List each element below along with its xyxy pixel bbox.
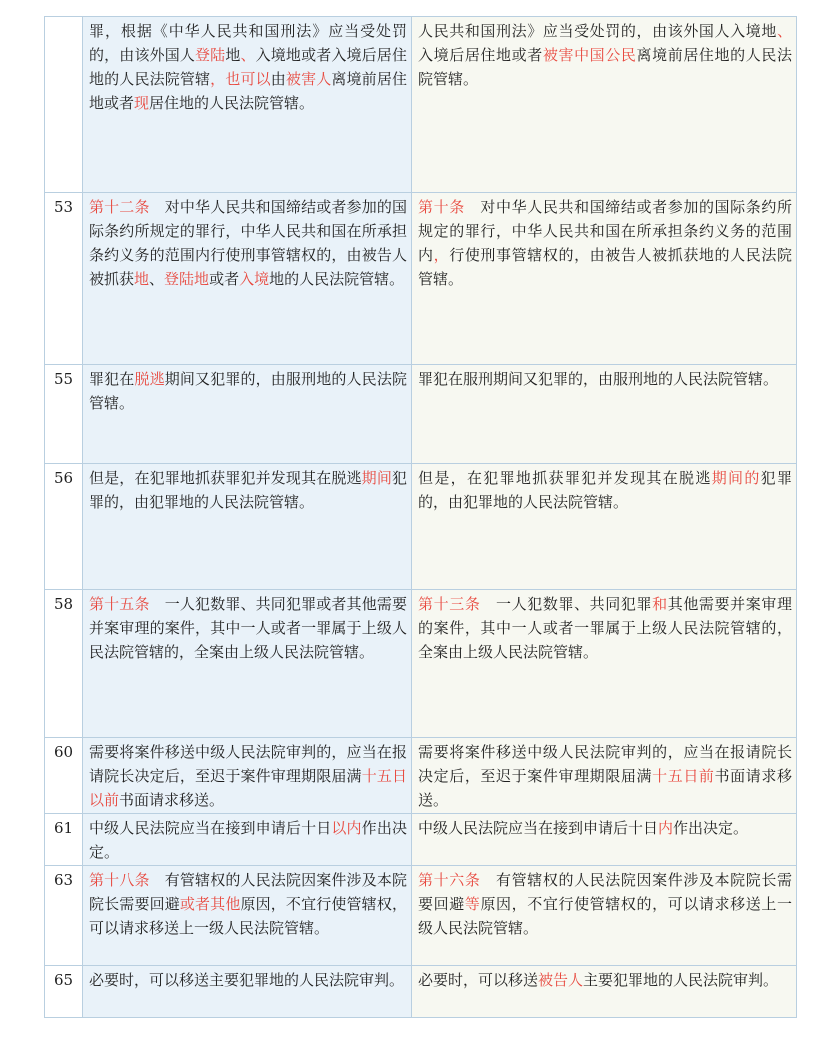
highlighted-text: 登陆地 — [164, 270, 210, 288]
highlighted-text: 第十八条 — [89, 871, 150, 889]
text-run: 罪犯在服刑期间又犯罪的，由服刑地的人民法院管辖。 — [418, 370, 779, 388]
comparison-table — [44, 16, 797, 1018]
text-run: 有管辖权的人民法院因案件涉及本院院长需要回避 — [418, 871, 792, 913]
highlighted-text: 内 — [658, 819, 674, 837]
new-text-cell — [412, 814, 797, 866]
table-row — [45, 590, 797, 738]
text-run: 但是，在犯罪地抓获罪犯并发现其在脱逃 — [418, 469, 712, 487]
text-run: 必要时，可以移送主要犯罪地的人民法院审判。 — [89, 971, 405, 989]
text-run: 地的人民法院管辖。 — [269, 270, 405, 288]
new-text-cell — [412, 365, 797, 464]
text-run: 离境前居住地的人民法院管辖。 — [418, 46, 792, 88]
text-run: 主要犯罪地的人民法院审判。 — [583, 971, 779, 989]
table-row — [45, 866, 797, 966]
article-number: 65 — [45, 966, 83, 1018]
text-run: 期间又犯罪的，由服刑地的人民法院管辖。 — [89, 370, 407, 412]
highlighted-text: 或者其他 — [179, 895, 241, 913]
text-run: 对中华人民共和国缔结或者参加的国际条约所规定的罪行，中华人民共和国在所承担条约义务的范围内 — [418, 198, 792, 264]
text-run: 由 — [270, 70, 286, 88]
old-text-cell — [83, 814, 412, 866]
text-run: 一人犯数罪、共同犯罪或者其他需要并案审理的案件，其中一人或者一罪属于上级人民法院管辖的，全案由上级人民法院管辖。 — [89, 595, 407, 661]
article-number: 58 — [45, 590, 83, 738]
text-run: 作出决定。 — [673, 819, 749, 837]
old-text-cell — [83, 738, 412, 814]
old-text-cell — [83, 365, 412, 464]
text-run: 有管辖权的人民法院因案件涉及本院院长需要回避 — [89, 871, 407, 913]
text-run: 中级人民法院应当在接到申请后十日 — [418, 819, 659, 837]
article-number — [45, 17, 83, 193]
table-row — [45, 365, 797, 464]
text-run: 罪犯在 — [89, 370, 135, 388]
new-text-cell — [412, 866, 797, 966]
text-run: 书面请求移送。 — [418, 767, 792, 809]
text-run: 必要时，可以移送 — [418, 971, 539, 989]
text-run: 犯罪的，由犯罪地的人民法院管辖。 — [89, 469, 407, 511]
highlighted-text: 被告人 — [538, 971, 584, 989]
article-number: 56 — [45, 464, 83, 590]
text-run: 人民共和国刑法》应当受处罚的，由该外国人入境地 — [418, 22, 777, 40]
table-row — [45, 17, 797, 193]
article-number: 55 — [45, 365, 83, 464]
new-text-cell — [412, 464, 797, 590]
new-text-cell — [412, 193, 797, 365]
highlighted-text: 等 — [464, 895, 481, 913]
highlighted-text: 、 — [776, 22, 792, 40]
highlighted-text: 十五日以前 — [89, 767, 407, 809]
new-text-cell — [412, 590, 797, 738]
old-text-cell — [83, 464, 412, 590]
new-text-cell — [412, 17, 797, 193]
article-number: 60 — [45, 738, 83, 814]
text-run: 书面请求移送。 — [119, 791, 225, 809]
article-number: 53 — [45, 193, 83, 365]
text-run: 原因，不宜行使管辖权的，可以请求移送上一级人民法院管辖。 — [418, 895, 792, 937]
highlighted-text: 第十二条 — [89, 198, 150, 216]
text-run: 居住地的人民法院管辖。 — [149, 94, 315, 112]
text-run: 一人犯数罪、共同犯罪 — [480, 595, 653, 613]
highlighted-text: ，也可以 — [210, 70, 271, 88]
highlighted-text: 被害人 — [285, 70, 332, 88]
text-run: 需要将案件移送中级人民法院审判的，应当在报请院长决定后，至迟于案件审理期限届满 — [89, 743, 407, 785]
text-run: 入境地或者入境后居住地的人民法院管辖 — [89, 46, 407, 88]
text-run: 离境前居住地或者 — [89, 70, 407, 112]
highlighted-text: ， — [433, 246, 450, 264]
highlighted-text: 脱逃 — [134, 370, 165, 388]
highlighted-text: 登陆 — [195, 46, 226, 64]
highlighted-text: 期间 — [361, 469, 392, 487]
highlighted-text: 第十六条 — [418, 871, 481, 889]
text-run: 对中华人民共和国缔结或者参加的国际条约所规定的罪行，中华人民共和国在所承担条约义务的范围内行使刑事管辖权的，由被告人被抓获 — [89, 198, 407, 288]
highlighted-text: 现 — [134, 94, 150, 112]
highlighted-text: 期间的 — [711, 469, 761, 487]
text-run: 需要将案件移送中级人民法院审判的，应当在报请院长决定后，至迟于案件审理期限届满 — [418, 743, 792, 785]
text-run: 作出决定。 — [89, 819, 407, 861]
highlighted-text: 和 — [652, 595, 668, 613]
table-row — [45, 966, 797, 1018]
table-row — [45, 738, 797, 814]
text-run: 其他需要并案审理的案件，其中一人或者一罪属于上级人民法院管辖的，全案由上级人民法院管辖。 — [418, 595, 792, 661]
table-row — [45, 464, 797, 590]
new-text-cell — [412, 966, 797, 1018]
text-run: 地 — [225, 46, 241, 64]
table-row — [45, 814, 797, 866]
old-text-cell — [83, 17, 412, 193]
highlighted-text: 、 — [240, 46, 256, 64]
highlighted-text: 地 — [134, 270, 150, 288]
text-run: 犯罪的，由犯罪地的人民法院管辖。 — [418, 469, 792, 511]
new-text-cell — [412, 738, 797, 814]
text-run: 中级人民法院应当在接到申请后十日 — [89, 819, 332, 837]
text-run: 或者 — [209, 270, 240, 288]
old-text-cell — [83, 866, 412, 966]
text-run: 罪，根据《中华人民共和国刑法》应当受处罚的，由该外国人 — [89, 22, 407, 64]
highlighted-text: 第十条 — [418, 198, 465, 216]
highlighted-text: 十五日前 — [652, 767, 715, 785]
text-run: 但是，在犯罪地抓获罪犯并发现其在脱逃 — [89, 469, 362, 487]
highlighted-text: 入境 — [239, 270, 270, 288]
article-number: 61 — [45, 814, 83, 866]
text-run: 行使刑事管辖权的，由被告人被抓获地的人民法院管辖。 — [418, 246, 792, 288]
old-text-cell — [83, 966, 412, 1018]
text-run: 、 — [149, 270, 165, 288]
table-row — [45, 193, 797, 365]
highlighted-text: 第十五条 — [89, 595, 150, 613]
old-text-cell — [83, 193, 412, 365]
highlighted-text: 以内 — [331, 819, 362, 837]
highlighted-text: 第十三条 — [418, 595, 481, 613]
text-run: 入境后居住地或者 — [418, 46, 543, 64]
old-text-cell — [83, 590, 412, 738]
highlighted-text: 被害中国公民 — [542, 46, 637, 64]
text-run: 原因，不宜行使管辖权，可以请求移送上一级人民法院管辖。 — [89, 895, 407, 937]
article-number: 63 — [45, 866, 83, 966]
